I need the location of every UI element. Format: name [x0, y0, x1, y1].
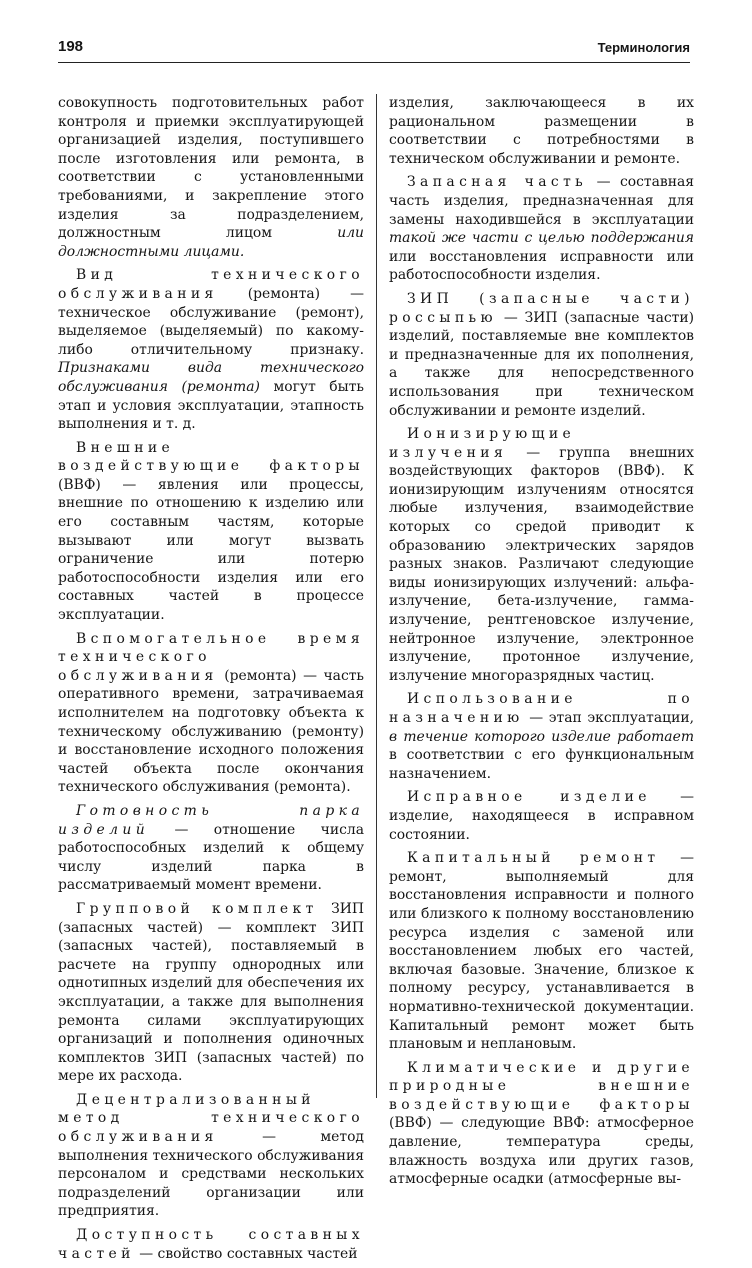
glossary-entry: совокупность подготовительных работ контроля и приемки эксплуатирующей организацией изделия, поступившего после изготовления или ремонта, в соответствии с установленными требованиями, и закрепление этого изделия за подразделением, должностным лицом или должностными лицами.: [58, 95, 364, 260]
entry-term: Капитальный ремонт: [407, 850, 660, 867]
running-title: Терминология: [597, 40, 690, 55]
entry-term: Вид технического обслуживания: [58, 267, 364, 302]
entry-term: Доступность составных частей: [58, 1227, 364, 1262]
glossary-entry: Готовность парка изделий — отношение числа работоспособных изделий к общему числу изделий парка в рассматриваемый момент времени.: [58, 802, 364, 894]
glossary-entry: Внешние воздействующие факторы (ВВФ) — явления или процессы, внешние по отношению к изделию или его составным частям, которые вызывают или могут вызвать ограничение или потерю работоспособности изделия или его составных частей в процессе эксплуатации.: [58, 439, 364, 624]
entry-term: Вспомогательное время технического обслуживания: [58, 630, 364, 684]
glossary-entry: Вид технического обслуживания (ремонта) — техническое обслуживание (ремонт), выделяемое (выделяемый) по какому-либо отличительному признаку. Признаками вида технического обслуживания (ремонта) могут быть этап и условия эксплуатации, этапность выполнения и т. д.: [58, 267, 364, 433]
glossary-entry: Групповой комплект ЗИП (запасных частей) — комплект ЗИП (запасных частей), поставляемый в расчете на группу однородных или однотипных изделий для обеспечения их эксплуатации, а также для выполнения ремонта силами эксплуатирующих организаций и пополнения одиночных комплектов ЗИП (запасных частей) по мере их расхода.: [58, 900, 364, 1085]
page-number: 198: [58, 38, 84, 55]
glossary-entry: ЗИП (запасные части) россыпью — ЗИП (запасные части) изделий, поставляемые вне комплектов и предназначенные для их пополнения, а также для непосредственного использования при техническом обслуживании и ремонте изделий.: [389, 290, 694, 419]
page-header: [58, 34, 690, 63]
entry-term: Готовность парка изделий: [58, 802, 364, 838]
column-divider: [376, 94, 377, 1098]
entry-term: Запасная часть: [407, 174, 588, 191]
entry-term: Исправное изделие: [407, 789, 651, 806]
glossary-entry: Использование по назначению — этап эксплуатации, в течение которого изделие работает в соответствии с его функциональным назначением.: [389, 691, 694, 782]
entry-term: Климатические и другие природные внешние воздействующие факторы: [389, 1059, 694, 1113]
entry-term: Групповой комплект: [76, 900, 318, 917]
glossary-entry: Вспомогательное время технического обслуживания (ремонта) — часть оперативного времени, затрачиваемая исполнителем на подготовку объекта к техническому обслуживанию (ремонту) и восстановление исходного положения частей объекта после окончания технического обслуживания (ремонта).: [58, 630, 364, 796]
glossary-entry: Запасная часть — составная часть изделия, предназначенная для замены находившейся в эксплуатации такой же части с целью поддержания или восстановления исправности или работоспособности изделия.: [389, 174, 694, 284]
glossary-entry: изделия, заключающееся в их рациональном размещении в соответствии с потребностями в техническом обслуживании и ремонте.: [389, 95, 694, 167]
entry-term: ЗИП (запасные части) россыпью: [389, 290, 694, 326]
entry-term: Децентрализованный метод технического обслуживания: [58, 1091, 364, 1146]
glossary-entry: Доступность составных частей — свойство составных частей: [58, 1227, 364, 1262]
glossary-entry: Исправное изделие — изделие, находящееся в исправном состоянии.: [389, 789, 694, 843]
glossary-entry: Децентрализованный метод технического обслуживания — метод выполнения технического обслуживания персоналом и средствами нескольких подразделений организации или предприятия.: [58, 1091, 364, 1220]
left-column: [58, 94, 364, 1268]
glossary-entry: Ионизирующие излучения — группа внешних воздействующих факторов (ВВФ). К ионизирующим излучениям относятся любые излучения, взаимодействие которых со средой приводит к образованию электрических зарядов разных знаков. Различают следующие виды ионизирующих излучений: альфа-излучение, бета-излучение, гамма-излучение, рентгеновское излучение, нейтронное излучение, электронное излучение, протонное излучение, излучение многоразрядных частиц.: [389, 426, 694, 684]
glossary-entry: Климатические и другие природные внешние воздействующие факторы (ВВФ) — следующие ВВФ: атмосферное давление, температура среды, влажность воздуха или других газов, атмосферные осадки (атмосферные вы-: [389, 1059, 694, 1188]
right-column: [389, 94, 694, 1194]
glossary-entry: Капитальный ремонт — ремонт, выполняемый для восстановления исправности и полного или близкого к полному восстановлению ресурса изделия с заменой или восстановлением любых его частей, включая базовые. Значение, близкое к полному ресурсу, устанавливается в нормативно-технической документации. Капитальный ремонт может быть плановым и неплановым.: [389, 850, 694, 1053]
entry-term: Ионизирующие излучения: [389, 426, 576, 461]
entry-term: Использование по назначению: [389, 691, 694, 726]
entry-term: Внешние воздействующие факторы: [58, 439, 364, 475]
